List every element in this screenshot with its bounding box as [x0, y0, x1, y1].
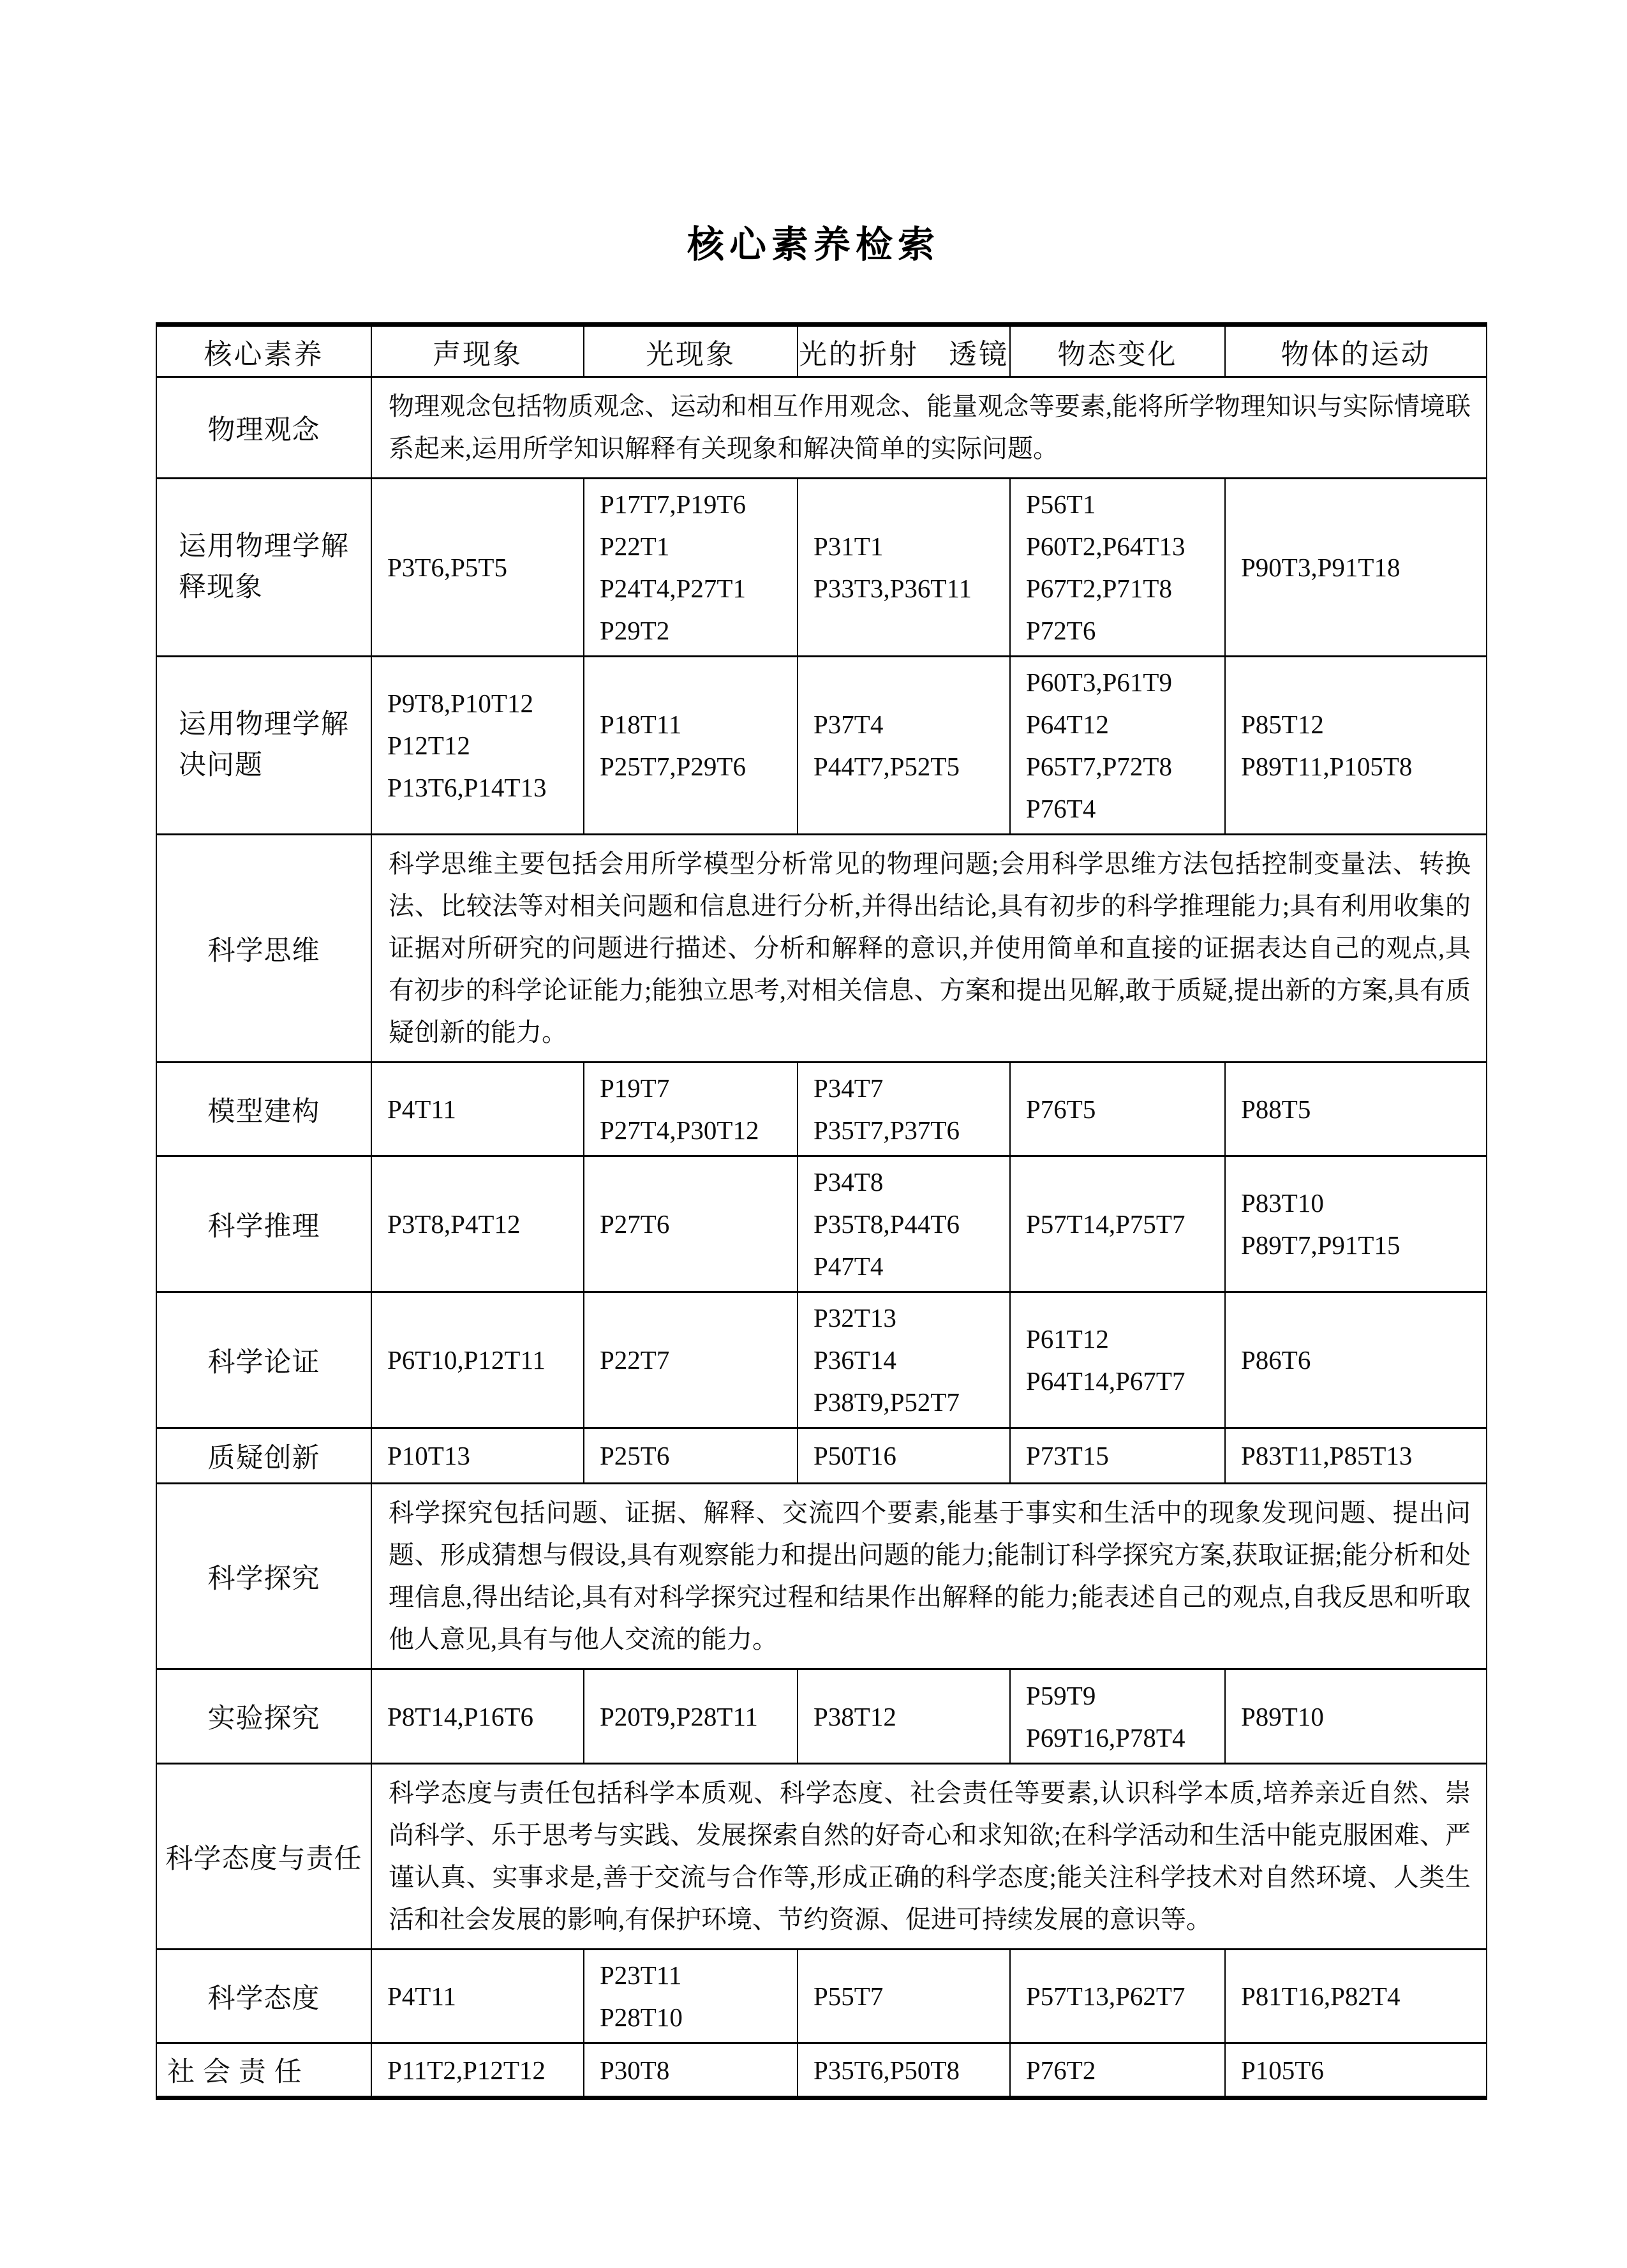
code-line: P90T3,P91T18 — [1241, 553, 1400, 582]
code-line: P23T11 — [600, 1960, 682, 1990]
code-line: P86T6 — [1241, 1345, 1311, 1375]
code-line: P9T8,P10T12 — [387, 689, 533, 718]
code-cell — [798, 1063, 1010, 1156]
code-cell — [1010, 1063, 1225, 1156]
code-cell — [1010, 479, 1225, 657]
code-line: P50T16 — [814, 1441, 896, 1470]
row-label: 科学态度 — [156, 1950, 371, 2043]
code-line: P3T8,P4T12 — [387, 1209, 521, 1239]
column-header-state-change: 物态变化 — [1010, 325, 1225, 377]
code-cell — [1010, 1428, 1225, 1484]
code-cell — [371, 1156, 584, 1292]
code-line: P19T7 — [600, 1073, 670, 1103]
page-title: 核心素养检索 — [687, 224, 940, 265]
code-line: P10T13 — [387, 1441, 470, 1470]
code-line: P31T1 — [814, 532, 884, 561]
code-cell — [1010, 1950, 1225, 2043]
code-line: P61T12 — [1026, 1324, 1109, 1354]
code-line: P18T11 — [600, 710, 682, 739]
description-cell: 科学态度与责任包括科学本质观、科学态度、社会责任等要素,认识科学本质,培养亲近自然、崇尚科学、乐于思考与实践、发展探索自然的好奇心和求知欲;在科学活动和生活中能克服困难、严谨认真、实事求是,善于交流与合作等,形成正确的科学态度;能关注科学技术对自然环境、人类生活和社会发展的影响,有保护环境、节约资源、促进可持续发展的意识等。 — [371, 1764, 1487, 1950]
code-line: P20T9,P28T11 — [600, 1701, 758, 1731]
code-line: P35T8,P44T6 — [814, 1209, 960, 1239]
row-label: 科学论证 — [156, 1292, 371, 1428]
code-line: P59T9 — [1026, 1680, 1096, 1710]
code-cell — [1225, 1428, 1487, 1484]
code-line: P72T6 — [1026, 616, 1096, 645]
code-cell — [584, 1669, 798, 1764]
code-line: P36T14 — [814, 1345, 896, 1375]
code-cell — [584, 1292, 798, 1428]
table-row — [156, 1063, 1487, 1156]
code-cell — [1010, 1669, 1225, 1764]
code-line: P57T14,P75T7 — [1026, 1209, 1185, 1239]
table-row — [156, 377, 1487, 479]
code-cell — [1010, 1292, 1225, 1428]
row-label: 模型建构 — [156, 1063, 371, 1156]
code-cell — [798, 1950, 1010, 2043]
code-line: P13T6,P14T13 — [387, 773, 547, 802]
code-line: P25T6 — [600, 1441, 670, 1470]
code-line: P57T13,P62T7 — [1026, 1981, 1185, 2011]
code-cell — [584, 1950, 798, 2043]
row-label: 质疑创新 — [156, 1428, 371, 1484]
code-line: P29T2 — [600, 616, 670, 645]
code-line: P24T4,P27T1 — [600, 574, 746, 603]
code-cell — [1010, 2043, 1225, 2098]
code-line: P76T4 — [1026, 794, 1096, 823]
code-line: P35T6,P50T8 — [814, 2055, 960, 2085]
code-cell — [1225, 657, 1487, 835]
code-cell — [1225, 1950, 1487, 2043]
code-cell — [371, 657, 584, 835]
code-line: P83T11,P85T13 — [1241, 1441, 1413, 1470]
row-label: 科学推理 — [156, 1156, 371, 1292]
table-row — [156, 1950, 1487, 2043]
code-line: P89T7,P91T15 — [1241, 1230, 1400, 1260]
code-line: P83T10 — [1241, 1188, 1324, 1218]
code-line: P8T14,P16T6 — [387, 1701, 533, 1731]
code-line: P47T4 — [814, 1251, 884, 1281]
row-label: 实验探究 — [156, 1669, 371, 1764]
code-line: P30T8 — [600, 2055, 670, 2085]
description-cell: 科学思维主要包括会用所学模型分析常见的物理问题;会用科学思维方法包括控制变量法、转换法、比较法等对相关问题和信息进行分析,并得出结论,具有初步的科学推理能力;具有利用收集的证据对所研究的问题进行描述、分析和解释的意识,并使用简单和直接的证据表达自己的观点,具有初步的科学论证能力;能独立思考,对相关信息、方案和提出见解,敢于质疑,提出新的方案,具有质疑创新的能力。 — [371, 835, 1487, 1063]
code-line: P105T6 — [1241, 2055, 1324, 2085]
code-line: P60T3,P61T9 — [1026, 668, 1172, 697]
code-cell — [798, 2043, 1010, 2098]
code-line: P44T7,P52T5 — [814, 752, 960, 781]
code-cell — [1225, 1156, 1487, 1292]
code-line: P35T7,P37T6 — [814, 1115, 960, 1145]
code-line: P28T10 — [600, 2003, 683, 2032]
code-line: P69T16,P78T4 — [1026, 1722, 1185, 1752]
code-cell — [584, 2043, 798, 2098]
code-line: P37T4 — [814, 710, 884, 739]
code-cell — [1010, 657, 1225, 835]
code-cell — [798, 657, 1010, 835]
column-header-core-competency: 核心素养 — [156, 325, 371, 377]
code-cell — [371, 1063, 584, 1156]
table-row — [156, 1484, 1487, 1669]
code-line: P22T7 — [600, 1345, 670, 1375]
code-line: P76T5 — [1026, 1094, 1096, 1124]
code-line: P85T12 — [1241, 710, 1324, 739]
code-cell — [798, 479, 1010, 657]
code-line: P25T7,P29T6 — [600, 752, 746, 781]
code-cell — [1225, 1669, 1487, 1764]
code-line: P32T13 — [814, 1303, 896, 1332]
code-cell — [371, 1428, 584, 1484]
code-line: P11T2,P12T12 — [387, 2055, 546, 2085]
table-header-row — [156, 325, 1487, 377]
code-cell — [371, 1669, 584, 1764]
code-line: P60T2,P64T13 — [1026, 532, 1185, 561]
code-line: P34T8 — [814, 1167, 884, 1197]
code-cell — [371, 2043, 584, 2098]
code-line: P65T7,P72T8 — [1026, 752, 1172, 781]
code-line: P88T5 — [1241, 1094, 1311, 1124]
row-label: 科学态度与责任 — [156, 1764, 371, 1950]
code-line: P17T7,P19T6 — [600, 489, 746, 519]
table-row — [156, 657, 1487, 835]
code-cell — [371, 479, 584, 657]
code-line: P27T4,P30T12 — [600, 1115, 759, 1145]
code-cell — [584, 1428, 798, 1484]
code-line: P67T2,P71T8 — [1026, 574, 1172, 603]
code-cell — [798, 1428, 1010, 1484]
code-line: P34T7 — [814, 1073, 884, 1103]
code-cell — [1225, 479, 1487, 657]
table-row — [156, 1669, 1487, 1764]
code-line: P64T12 — [1026, 710, 1109, 739]
code-cell — [584, 657, 798, 835]
code-line: P22T1 — [600, 532, 670, 561]
code-line: P56T1 — [1026, 489, 1096, 519]
code-line: P38T12 — [814, 1701, 896, 1731]
code-line: P4T11 — [387, 1981, 456, 2011]
table-row — [156, 479, 1487, 657]
code-line: P27T6 — [600, 1209, 670, 1239]
code-cell — [798, 1156, 1010, 1292]
code-cell — [371, 1292, 584, 1428]
row-label: 社会责任 — [156, 2043, 371, 2098]
code-line: P89T11,P105T8 — [1241, 752, 1413, 781]
column-header-refraction-lens: 光的折射 透镜 — [798, 325, 1010, 377]
code-cell — [1225, 1063, 1487, 1156]
code-cell — [584, 1156, 798, 1292]
code-cell — [798, 1669, 1010, 1764]
row-label: 运用物理学解释现象 — [156, 479, 371, 657]
code-cell — [1225, 2043, 1487, 2098]
code-cell — [1225, 1292, 1487, 1428]
description-cell: 科学探究包括问题、证据、解释、交流四个要素,能基于事实和生活中的现象发现问题、提出问题、形成猜想与假设,具有观察能力和提出问题的能力;能制订科学探究方案,获取证据;能分析和处理信息,得出结论,具有对科学探究过程和结果作出解释的能力;能表述自己的观点,自我反思和听取他人意见,具有与他人交流的能力。 — [371, 1484, 1487, 1669]
column-header-motion: 物体的运动 — [1225, 325, 1487, 377]
code-cell — [371, 1950, 584, 2043]
code-cell — [584, 479, 798, 657]
row-label: 运用物理学解决问题 — [156, 657, 371, 835]
code-line: P12T12 — [387, 731, 470, 760]
row-label: 物理观念 — [156, 377, 371, 479]
table-row — [156, 1156, 1487, 1292]
column-header-sound: 声现象 — [371, 325, 584, 377]
code-line: P3T6,P5T5 — [387, 553, 507, 582]
code-line: P6T10,P12T11 — [387, 1345, 546, 1375]
code-line: P89T10 — [1241, 1701, 1324, 1731]
code-cell — [584, 1063, 798, 1156]
code-line: P33T3,P36T11 — [814, 574, 972, 603]
table-row — [156, 835, 1487, 1063]
description-cell: 物理观念包括物质观念、运动和相互作用观念、能量观念等要素,能将所学物理知识与实际情境联系起来,运用所学知识解释有关现象和解决简单的实际问题。 — [371, 377, 1487, 479]
code-line: P76T2 — [1026, 2055, 1096, 2085]
competency-table — [156, 322, 1487, 2100]
code-line: P81T16,P82T4 — [1241, 1981, 1400, 2011]
code-line: P55T7 — [814, 1981, 884, 2011]
table-row — [156, 1428, 1487, 1484]
row-label: 科学思维 — [156, 835, 371, 1063]
code-line: P73T15 — [1026, 1441, 1109, 1470]
table-row — [156, 2043, 1487, 2098]
table-row — [156, 1764, 1487, 1950]
code-line: P64T14,P67T7 — [1026, 1366, 1185, 1396]
code-line: P4T11 — [387, 1094, 456, 1124]
code-cell — [1010, 1156, 1225, 1292]
code-cell — [798, 1292, 1010, 1428]
column-header-light: 光现象 — [584, 325, 798, 377]
code-line: P38T9,P52T7 — [814, 1387, 960, 1417]
table-row — [156, 1292, 1487, 1428]
row-label: 科学探究 — [156, 1484, 371, 1669]
